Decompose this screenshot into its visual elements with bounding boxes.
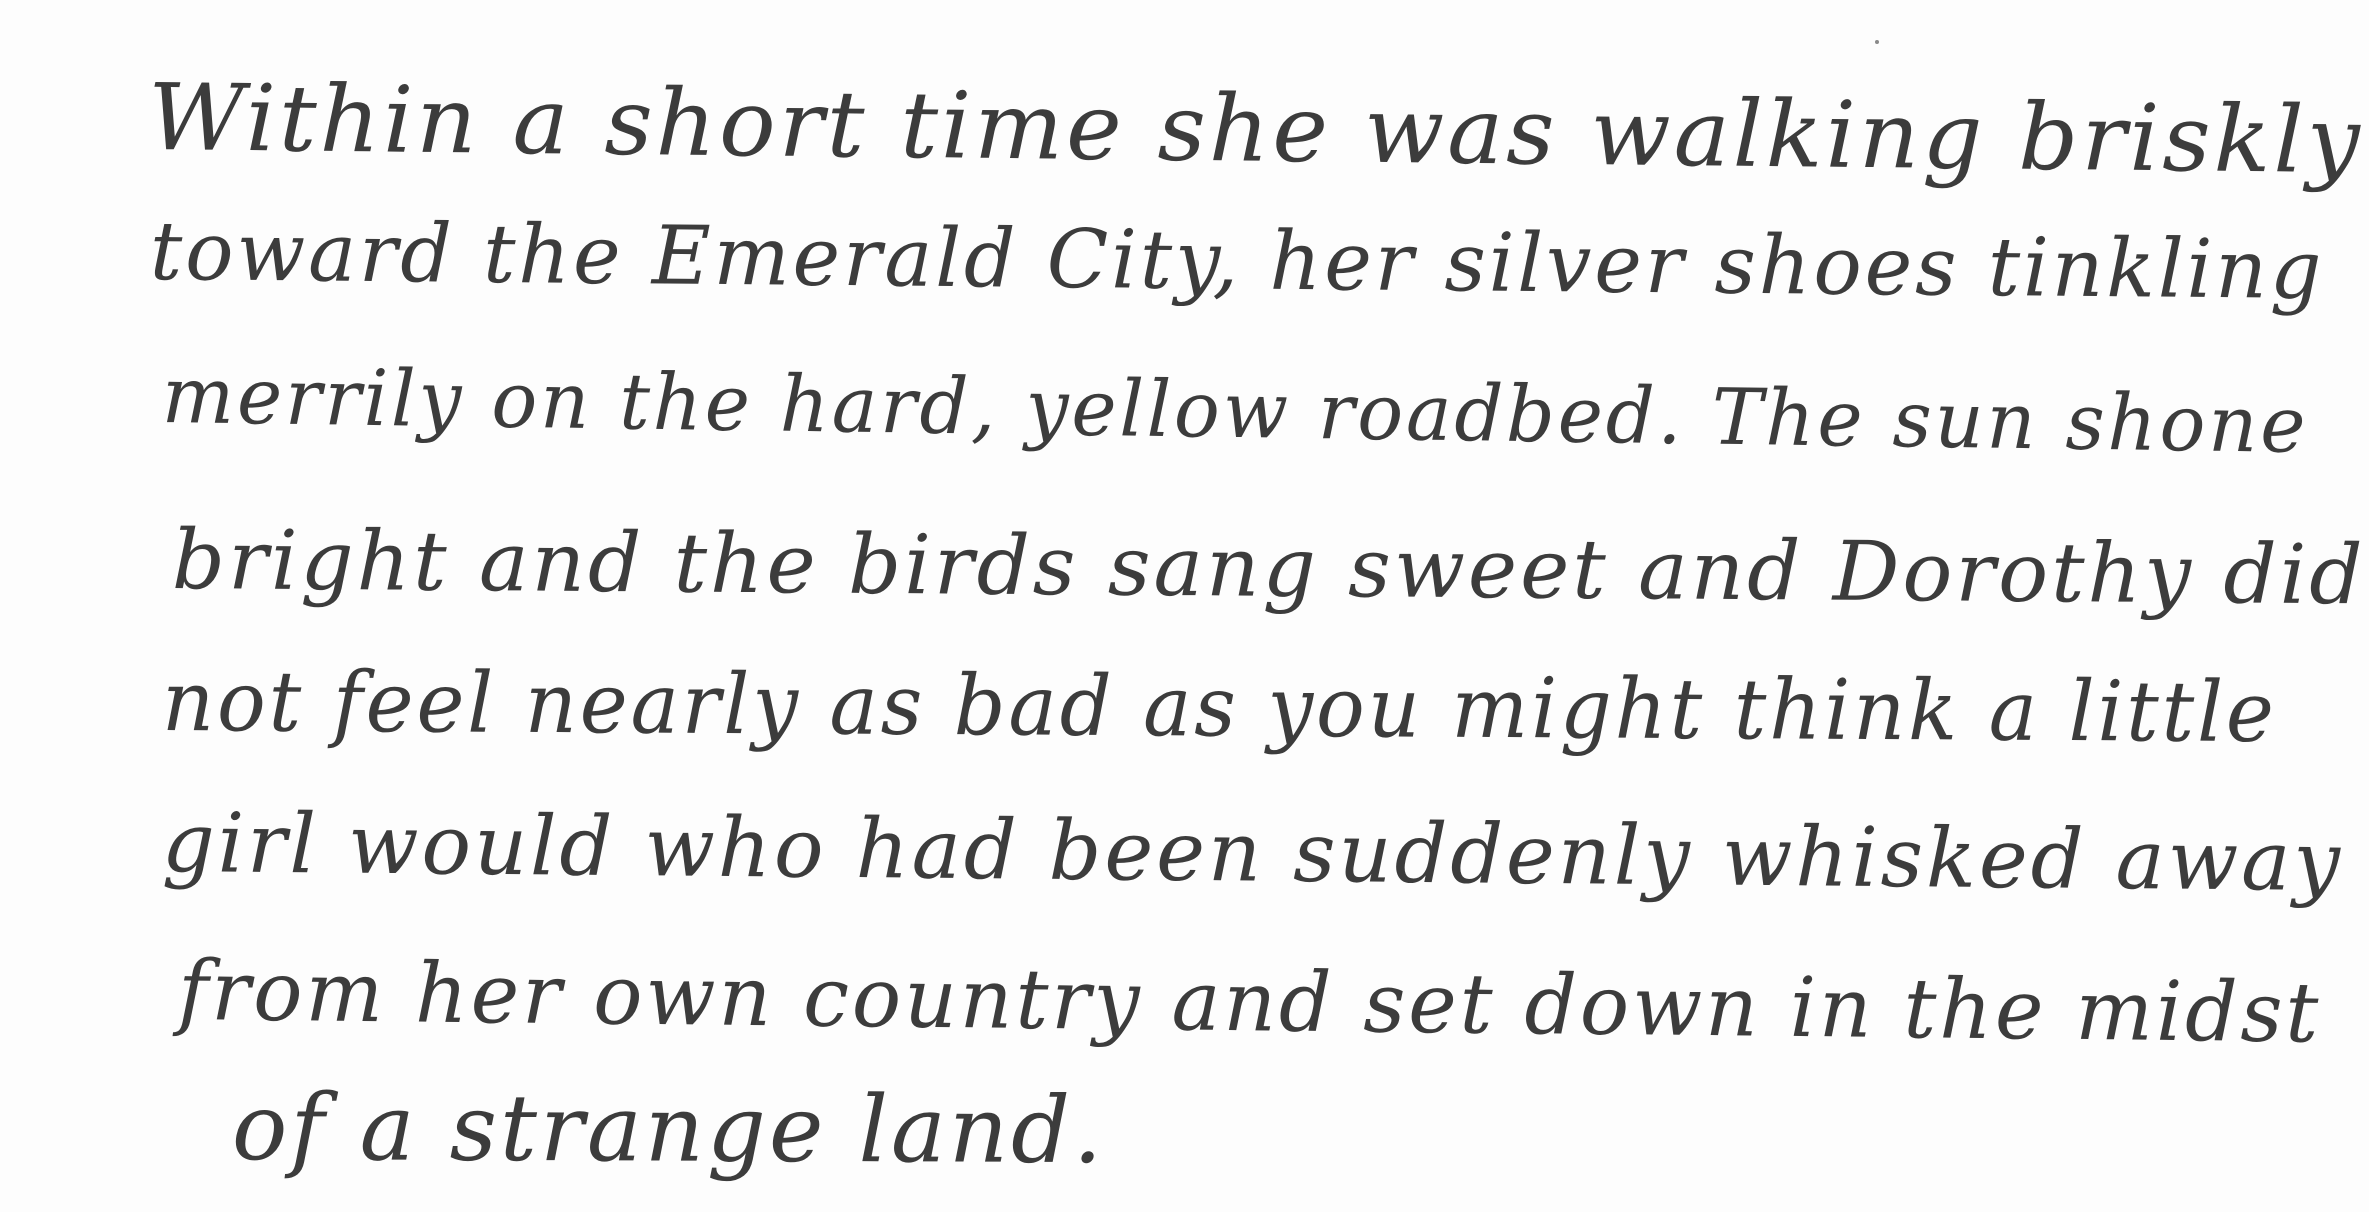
handwritten-line-6: girl would who had been suddenly whisked away <box>161 796 2344 911</box>
handwritten-line-8: of a strange land. <box>231 1074 1106 1185</box>
handwritten-line-4: bright and the birds sang sweet and Dorothy did <box>171 513 2366 624</box>
handwritten-line-3: merrily on the hard, yellow roadbed. The sun shone <box>161 351 2309 471</box>
handwritten-line-7: from her own country and set down in the midst <box>177 943 2322 1062</box>
handwritten-line-5: not feel nearly as bad as you might think a little <box>161 653 2277 762</box>
handwritten-line-2: toward the Emerald City, her silver shoes tinkling <box>149 205 2325 318</box>
handwritten-line-1: Within a short time she was walking briskly <box>147 64 2364 195</box>
